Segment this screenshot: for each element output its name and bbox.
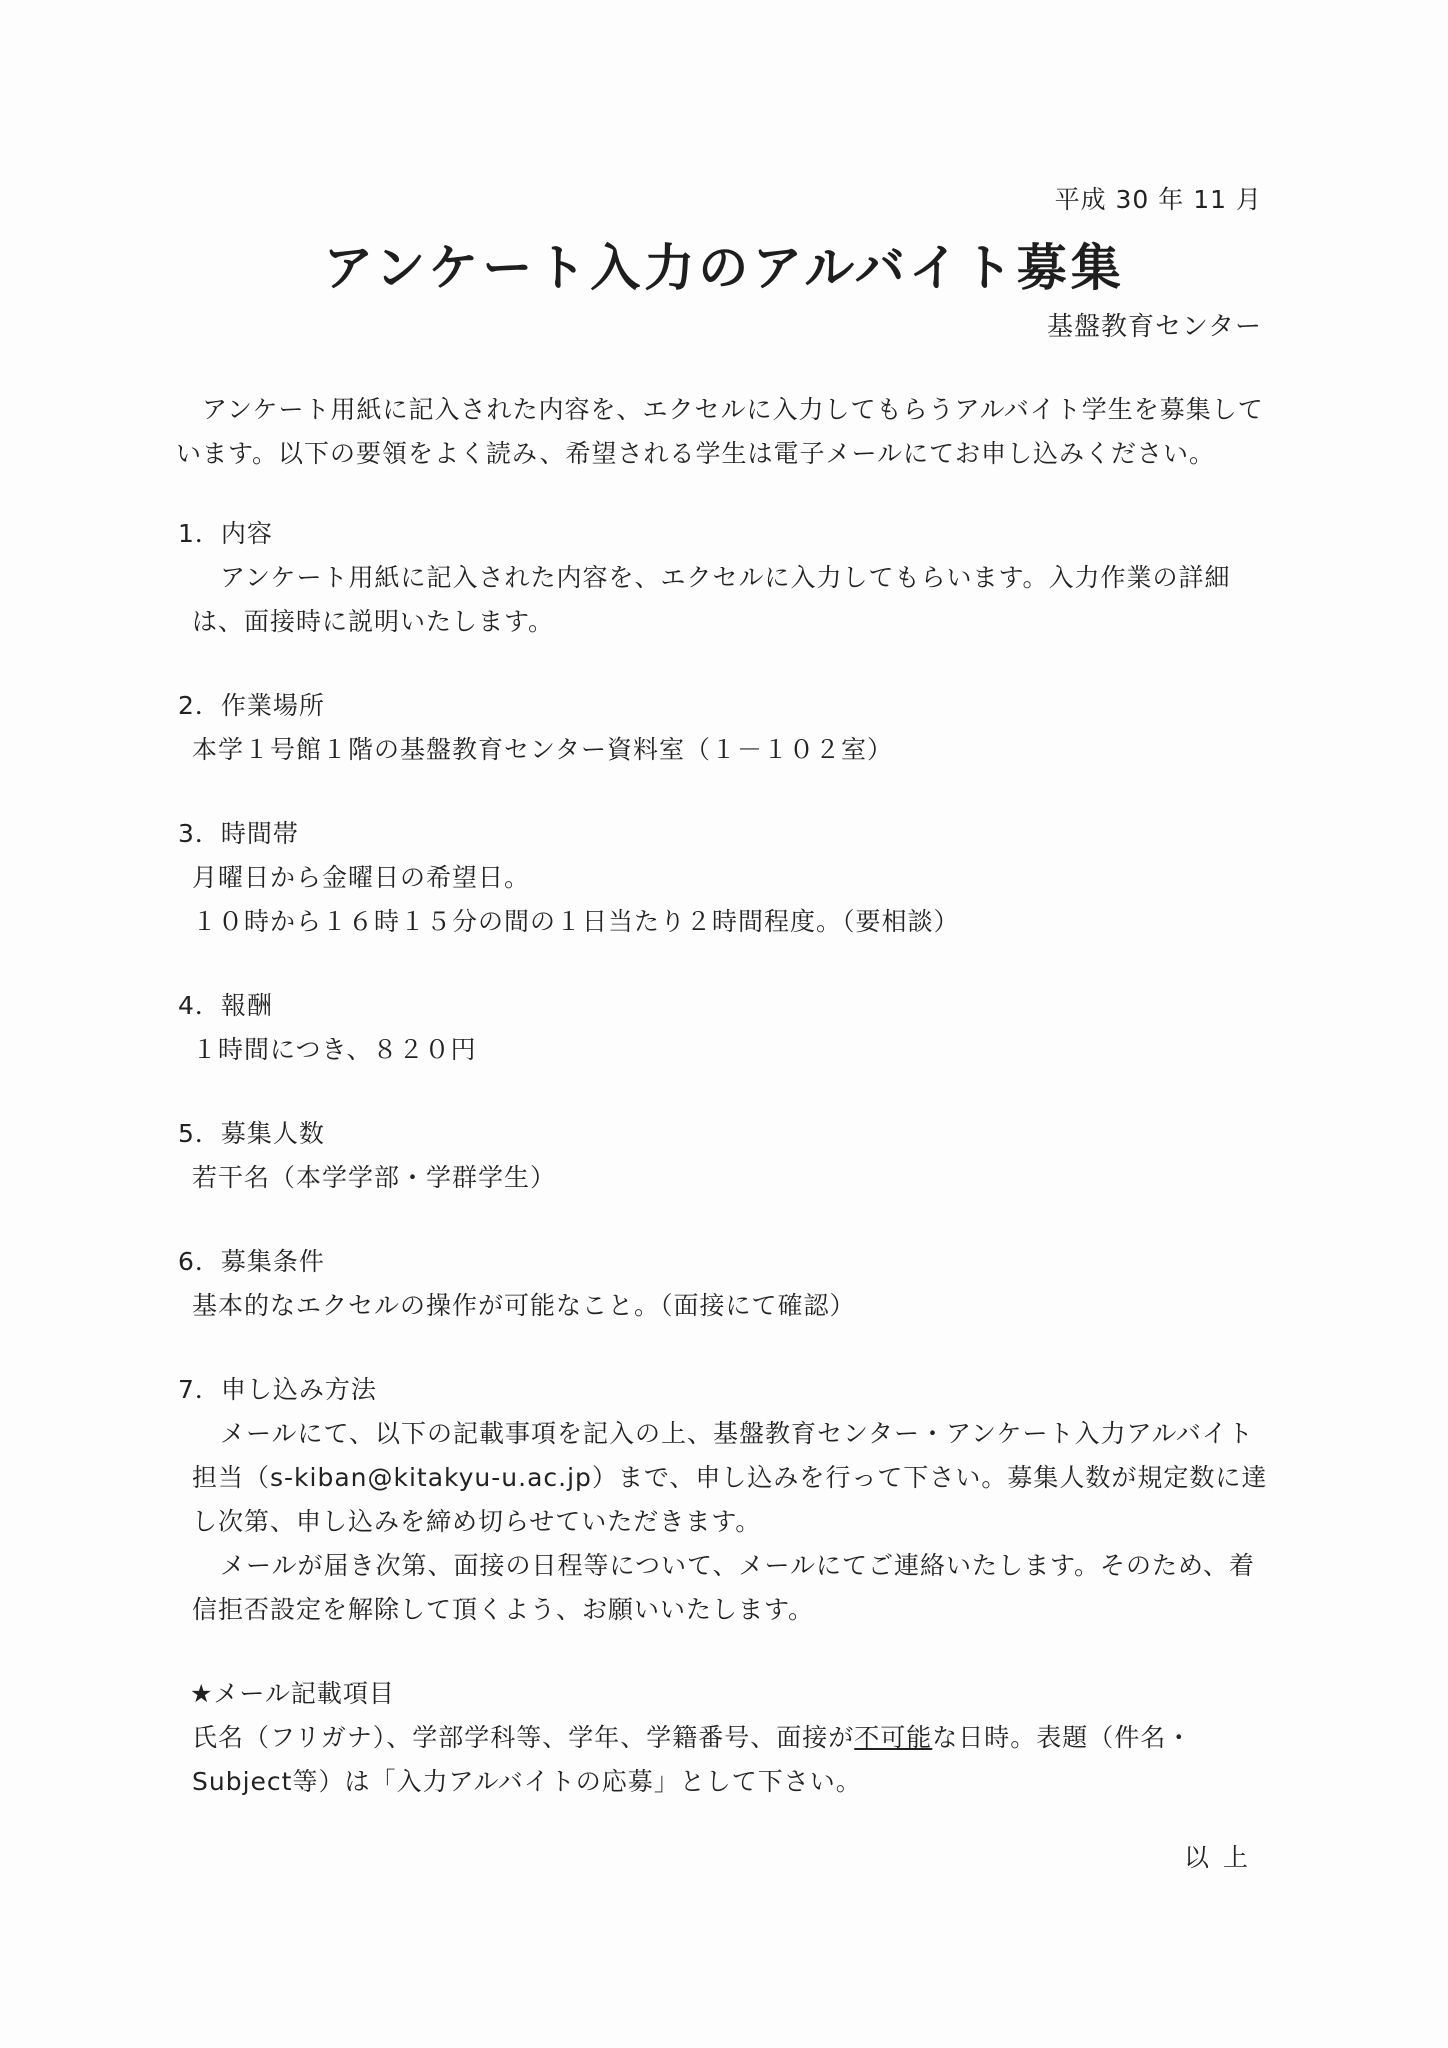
section-pay — [176, 984, 1276, 1072]
section-heading: 5．募集人数 — [178, 1119, 325, 1148]
document-title: アンケート入力のアルバイト募集 — [323, 239, 1125, 297]
section-text: １０時から１６時１５分の間の１日当たり２時間程度。（要相談） — [192, 907, 960, 936]
section-heading: 1．内容 — [178, 519, 273, 548]
mail-items-text — [176, 1716, 1276, 1804]
section-heading: 3．時間帯 — [178, 819, 299, 848]
intro-paragraph: アンケート用紙に記入された内容を、エクセルに入力してもらうアルバイト学生を募集しています。以下の要領をよく読み、希望される学生は電子メールにてお申し込みください。 — [176, 395, 1264, 468]
section-heading: 2．作業場所 — [178, 691, 325, 720]
mail-items-underlined: 不可能 — [854, 1723, 933, 1752]
section-heading: 4．報酬 — [178, 991, 273, 1020]
section-location — [176, 684, 1276, 772]
section-openings — [176, 1112, 1276, 1200]
section-text: １時間につき、８２０円 — [192, 1035, 477, 1064]
section-text: アンケート用紙に記入された内容を、エクセルに入力してもらいます。入力作業の詳細は、面接時に説明いたします。 — [192, 563, 1231, 636]
mail-items-text-after: な日時。表題（件名・Subject等）は「入力アルバイトの応募」として下さい。 — [192, 1723, 1193, 1796]
section-text: 若干名（本学学部・学群学生） — [192, 1163, 557, 1192]
document-body — [176, 388, 1276, 1844]
section-application — [176, 1368, 1276, 1632]
organization-name: 基盤教育センター — [1047, 312, 1262, 342]
section-text: メールにて、以下の記載事項を記入の上、基盤教育センター・アンケート入力アルバイト担当（s-kiban@kitakyu-u.ac.jp）まで、申し込みを行って下さい。募集人数が規定数に達し次第、申し込みを締め切らせていただきます。 — [192, 1419, 1268, 1536]
section-text: 月曜日から金曜日の希望日。 — [192, 863, 531, 892]
section-text: メールが届き次第、面接の日程等について、メールにてご連絡いたします。そのため、着信拒否設定を解除して頂くよう、お願いいたします。 — [192, 1551, 1256, 1624]
section-content — [176, 512, 1276, 644]
section-requirements — [176, 1240, 1276, 1328]
section-heading: 7．申し込み方法 — [178, 1375, 377, 1404]
section-hours — [176, 812, 1276, 944]
mail-items-heading: ★メール記載項目 — [190, 1679, 395, 1708]
mail-items — [176, 1672, 1276, 1804]
closing-mark: 以上 — [1183, 1843, 1262, 1872]
mail-items-text-before: 氏名（フリガナ）、学部学科等、学年、学籍番号、面接が — [192, 1723, 855, 1752]
document-date: 平成 30 年 11 月 — [1054, 185, 1262, 214]
section-text: 基本的なエクセルの操作が可能なこと。（面接にて確認） — [192, 1291, 856, 1320]
section-heading: 6．募集条件 — [178, 1247, 325, 1276]
section-text: 本学１号館１階の基盤教育センター資料室（１－１０２室） — [192, 735, 894, 764]
